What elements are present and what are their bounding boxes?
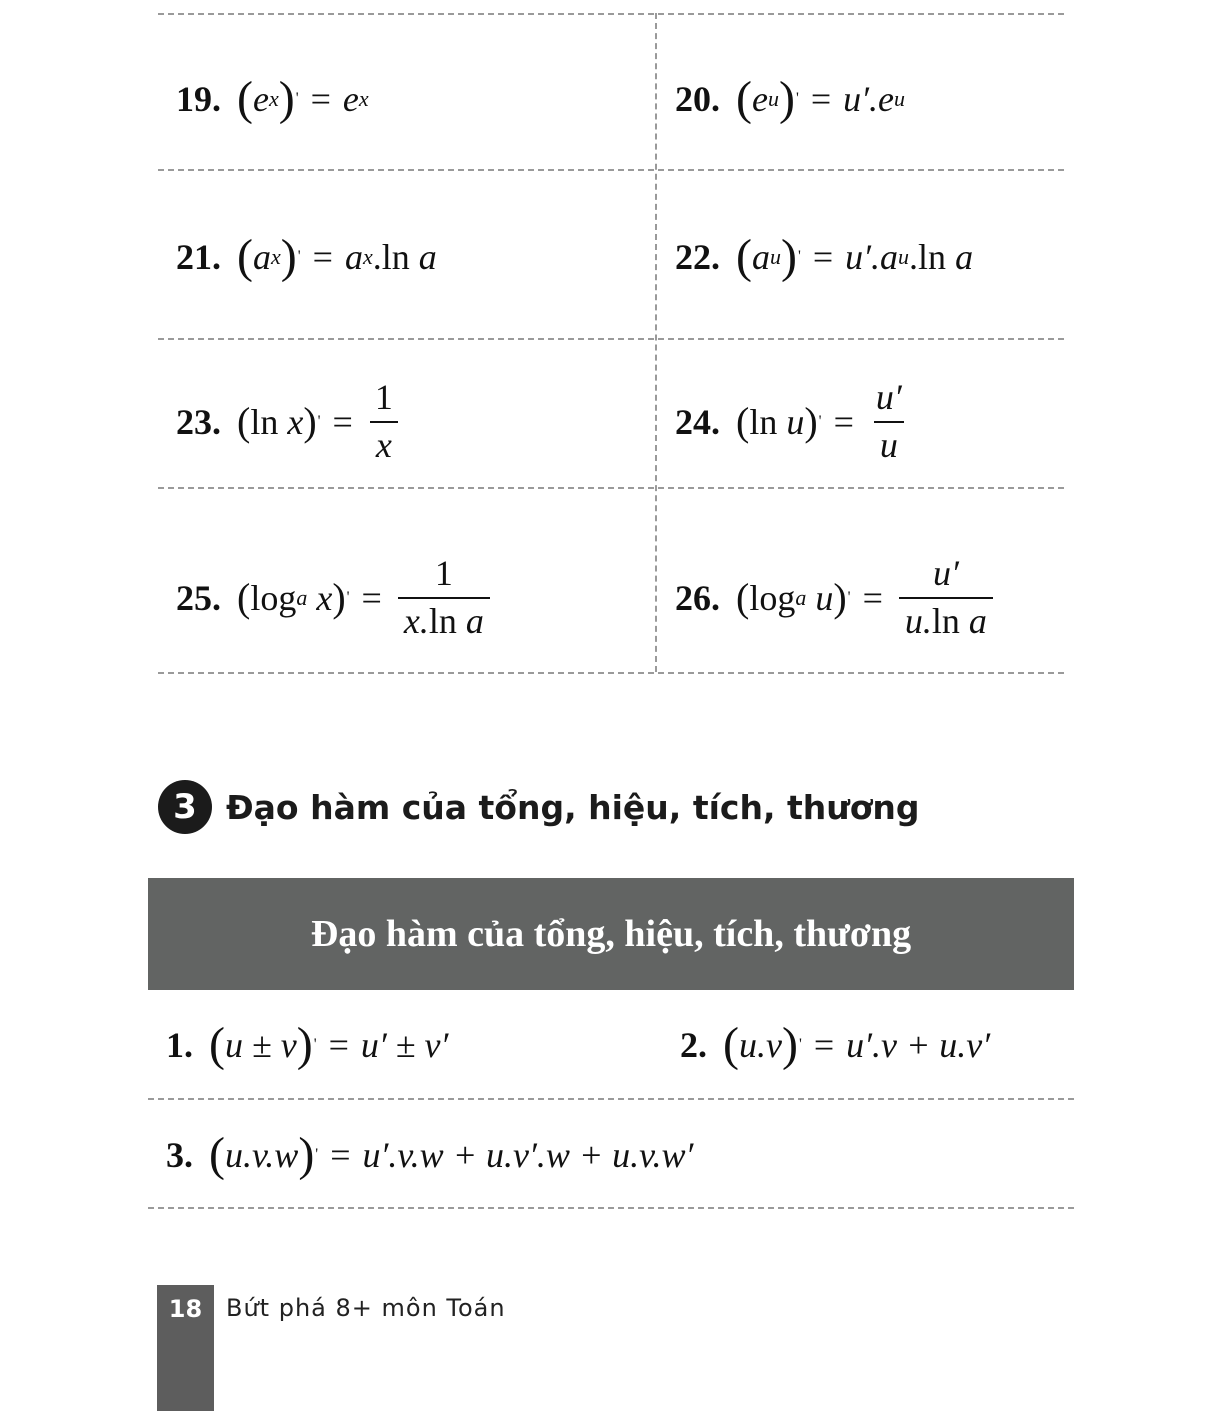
formula-25: 25. ( log a x ) ' = $\frac{1}{\text{x.ln a}}$ <box>176 548 490 648</box>
grid-line <box>158 672 1064 674</box>
formula-20: 20. ( e u ) ' = u′.e u <box>675 72 906 125</box>
formula-26: 26. ( log a u ) ' = $\frac{u'}{\text{u.ln a}}$ <box>675 548 993 648</box>
formula-number: 24. <box>675 402 720 442</box>
grid-line <box>158 169 1064 171</box>
formula-22: 22. ( a u ) ' = u′.a u . ln a <box>675 230 974 283</box>
formula-number: 22. <box>675 237 720 277</box>
formula-number: 23. <box>176 402 221 442</box>
section-heading <box>158 780 920 834</box>
formula-number: 21. <box>176 237 221 277</box>
table-header: Đạo hàm của tổng, hiệu, tích, thương <box>148 878 1074 990</box>
formula-24: 24. ( ln u ) ' = $\frac{u'}{u}$ <box>675 372 908 472</box>
formula-row-3: 3. ( u.v.w ) ' = u′.v.w + u.v′.w + u.v.w′ <box>166 1128 694 1181</box>
fraction: $\frac{u'}{u}$ <box>870 379 908 465</box>
formula-number: 3. <box>166 1135 193 1175</box>
formula-21: 21. ( a x ) ' = a x . ln a <box>176 230 437 283</box>
formula-row-1: 1. ( u ± v ) ' = u′ ± v′ <box>166 1018 449 1071</box>
fraction: $\frac{1}{\text{x.ln a}}$ <box>398 555 490 641</box>
grid-divider <box>655 13 657 672</box>
formula-number: 19. <box>176 79 221 119</box>
formula-23: 23. ( ln x ) ' = $\frac{1}{x}$ <box>176 372 399 472</box>
formula-row-2: 2. ( u.v ) ' = u′.v + u.v′ <box>680 1018 991 1071</box>
grid-line <box>158 487 1064 489</box>
table-row-divider <box>148 1098 1074 1100</box>
book-title: Bứt phá 8+ môn Toán <box>226 1294 506 1322</box>
formula-number: 20. <box>675 79 720 119</box>
section-number-badge: 3 <box>158 780 212 834</box>
fraction: $\frac{u'}{\text{u.ln a}}$ <box>899 555 993 641</box>
fraction: $\frac{1}{x}$ <box>369 379 399 465</box>
formula-number: 2. <box>680 1025 707 1065</box>
page-number: 18 <box>157 1285 214 1411</box>
table-row-divider <box>148 1207 1074 1209</box>
grid-line <box>158 338 1064 340</box>
formula-number: 1. <box>166 1025 193 1065</box>
formula-19: 19. ( e x ) ' = e x <box>176 72 369 125</box>
formula-number: 26. <box>675 578 720 618</box>
section-title: Đạo hàm của tổng, hiệu, tích, thương <box>226 787 920 827</box>
grid-line <box>158 13 1064 15</box>
formula-number: 25. <box>176 578 221 618</box>
